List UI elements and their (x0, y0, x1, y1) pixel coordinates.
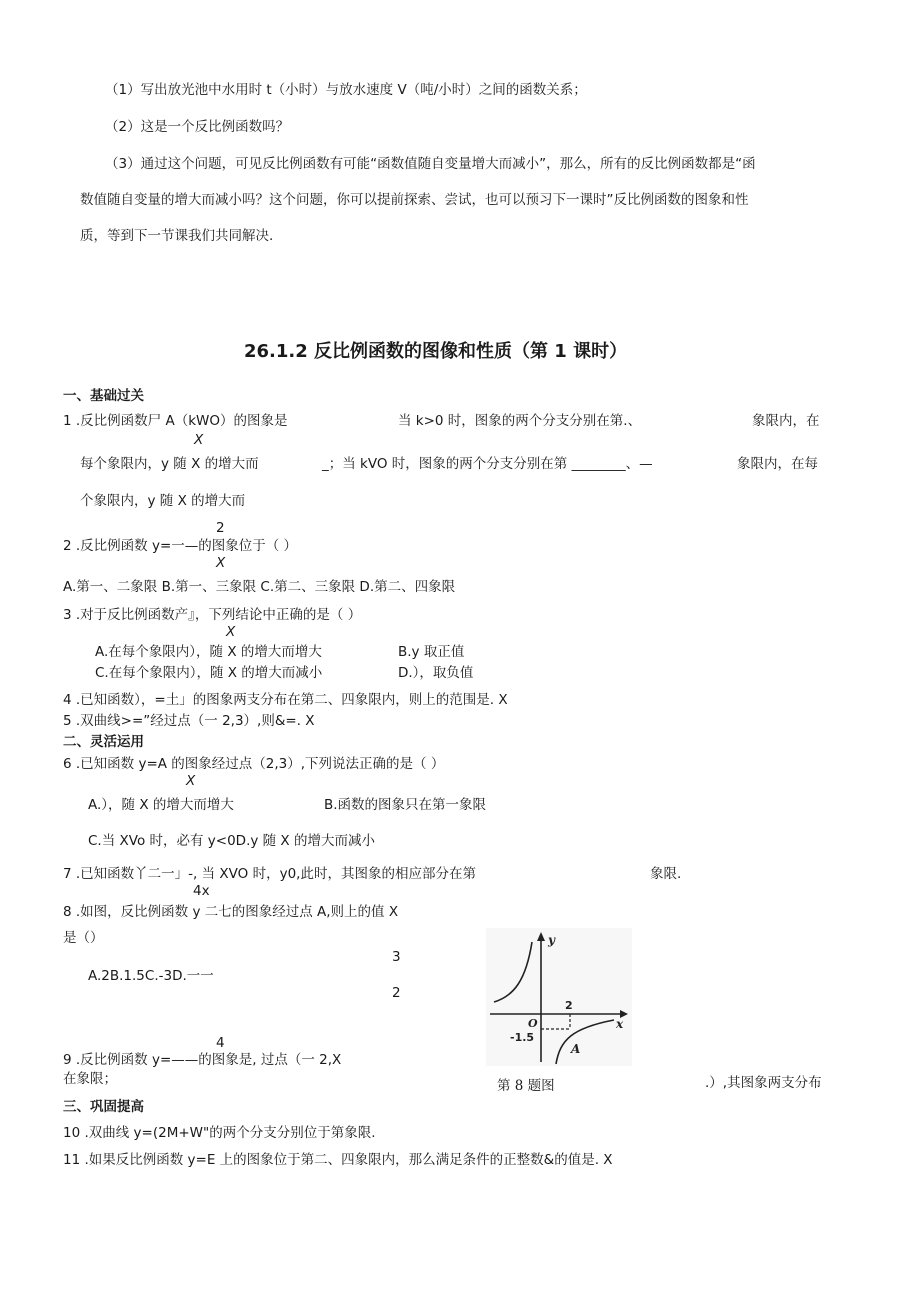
problem-3-option-d: D.），取负值 (398, 665, 474, 681)
problem-8: 8 .如图，反比例函数 y 二七的图象经过点 A,则上的值 X (63, 904, 399, 920)
problem-9-line2: 在象限； (63, 1071, 117, 1087)
label-x: x (616, 1017, 624, 1031)
problem-6-options-cd: C.当 XVo 时，必有 y<0D.y 随 X 的增大而减小 (88, 833, 375, 849)
problem-9-tail: .）,其图象两支分布 (705, 1075, 822, 1091)
page-title: 26.1.2 反比例函数的图像和性质（第 1 课时） (244, 341, 628, 362)
problem-1-line2-c: 象限内，在每 (737, 456, 818, 472)
problem-10: 10 .双曲线 y=(2M+W"的两个分支分别位于第象限. (63, 1125, 376, 1141)
problem-1-denominator: X (194, 432, 204, 448)
problem-8-denominator: 2 (392, 985, 401, 1001)
label-y: y (548, 933, 555, 947)
problem-5: 5 .双曲线>=”经过点（一 2,3）,则&=. X (63, 713, 315, 729)
problem-3-denominator: X (226, 624, 236, 640)
problem-3-option-a: A.在每个象限内），随 X 的增大而增大 (95, 644, 322, 660)
problem-3-option-c: C.在每个象限内），随 X 的增大而减小 (95, 665, 323, 681)
problem-1-part-c: 象限内，在 (752, 413, 820, 429)
problem-6-denominator: X (186, 773, 196, 789)
problem-1-part-a: 1 .反比例函数尸 A（kWO）的图象是 (63, 413, 288, 429)
intro-q1: （1）写出放光池中水用时 t（小时）与放水速度 V（吨/小时）之间的函数关系； (105, 82, 587, 98)
problem-7-tail: 象限. (650, 866, 682, 882)
problem-2: 2 .反比例函数 y=一—的图象位于（ ） (63, 538, 298, 554)
intro-q2: （2）这是一个反比例函数吗？ (105, 119, 290, 135)
figure-8-graph (486, 928, 632, 1066)
figure-8-caption: 第 8 题图 (497, 1078, 555, 1094)
problem-6-option-b: B.函数的图象只在第一象限 (324, 797, 487, 813)
intro-q3-line1: （3）通过这个问题，可见反比例函数有可能“函数值随自变量增大而减小”，那么，所有的反比例函数都是“函 (105, 156, 756, 172)
problem-4: 4 .已知函数），=土」的图象两支分布在第二、四象限内，则上的范围是. X (63, 692, 508, 708)
problem-8-numerator: 3 (392, 949, 401, 965)
problem-6-option-a: A.），随 X 的增大而增大 (88, 797, 234, 813)
problem-6: 6 .已知函数 y=A 的图象经过点（2,3）,下列说法正确的是（ ） (63, 756, 445, 772)
problem-9: 9 .反比例函数 y=——的图象是, 过点（一 2,X (63, 1052, 342, 1068)
label-tick-y: -1.5 (510, 1031, 535, 1044)
problem-2-numerator: 2 (216, 520, 225, 536)
section-2-heading: 二、灵活运用 (63, 734, 144, 750)
problem-1-part-b: 当 k>0 时，图象的两个分支分别在第.、 (398, 413, 642, 429)
problem-9-numerator: 4 (216, 1035, 225, 1051)
intro-q3-line2: 数值随自变量的增大而减小吗？这个问题，你可以提前探索、尝试，也可以预习下一课时”反比例函数的图象和性 (80, 192, 749, 208)
problem-7: 7 .已知函数丫二一」-, 当 XVO 时，y0,此时，其图象的相应部分在第 (63, 866, 476, 882)
problem-11: 11 .如果反比例函数 y=E 上的图象位于第二、四象限内，那么满足条件的正整数&的值是. X (63, 1152, 613, 1168)
label-tick-x: 2 (565, 999, 573, 1012)
problem-1-line3: 个象限内，y 随 X 的增大而 (80, 493, 246, 509)
section-1-heading: 一、基础过关 (63, 388, 144, 404)
problem-2-options: A.第一、二象限 B.第一、三象限 C.第二、三象限 D.第二、四象限 (63, 579, 456, 595)
problem-2-denominator: X (216, 555, 226, 571)
problem-7-denominator: 4x (193, 883, 210, 899)
figure-8-background (486, 928, 632, 1066)
intro-q3-line3: 质，等到下一节课我们共同解决. (80, 228, 274, 244)
problem-1-line2-b: _；当 kVO 时，图象的两个分支分别在第 ________、— (322, 456, 653, 472)
label-origin: O (528, 1017, 538, 1030)
problem-8-line2: 是（） (63, 930, 104, 946)
label-point-a: A (571, 1042, 581, 1056)
problem-8-options: A.2B.1.5C.-3D.一一 (88, 968, 214, 984)
problem-3-option-b: B.y 取正值 (398, 644, 465, 660)
section-3-heading: 三、巩固提高 (63, 1099, 144, 1115)
problem-3: 3 .对于反比例函数产』，下列结论中正确的是（ ） (63, 607, 362, 623)
problem-1-line2-a: 每个象限内，y 随 X 的增大而 (80, 456, 259, 472)
